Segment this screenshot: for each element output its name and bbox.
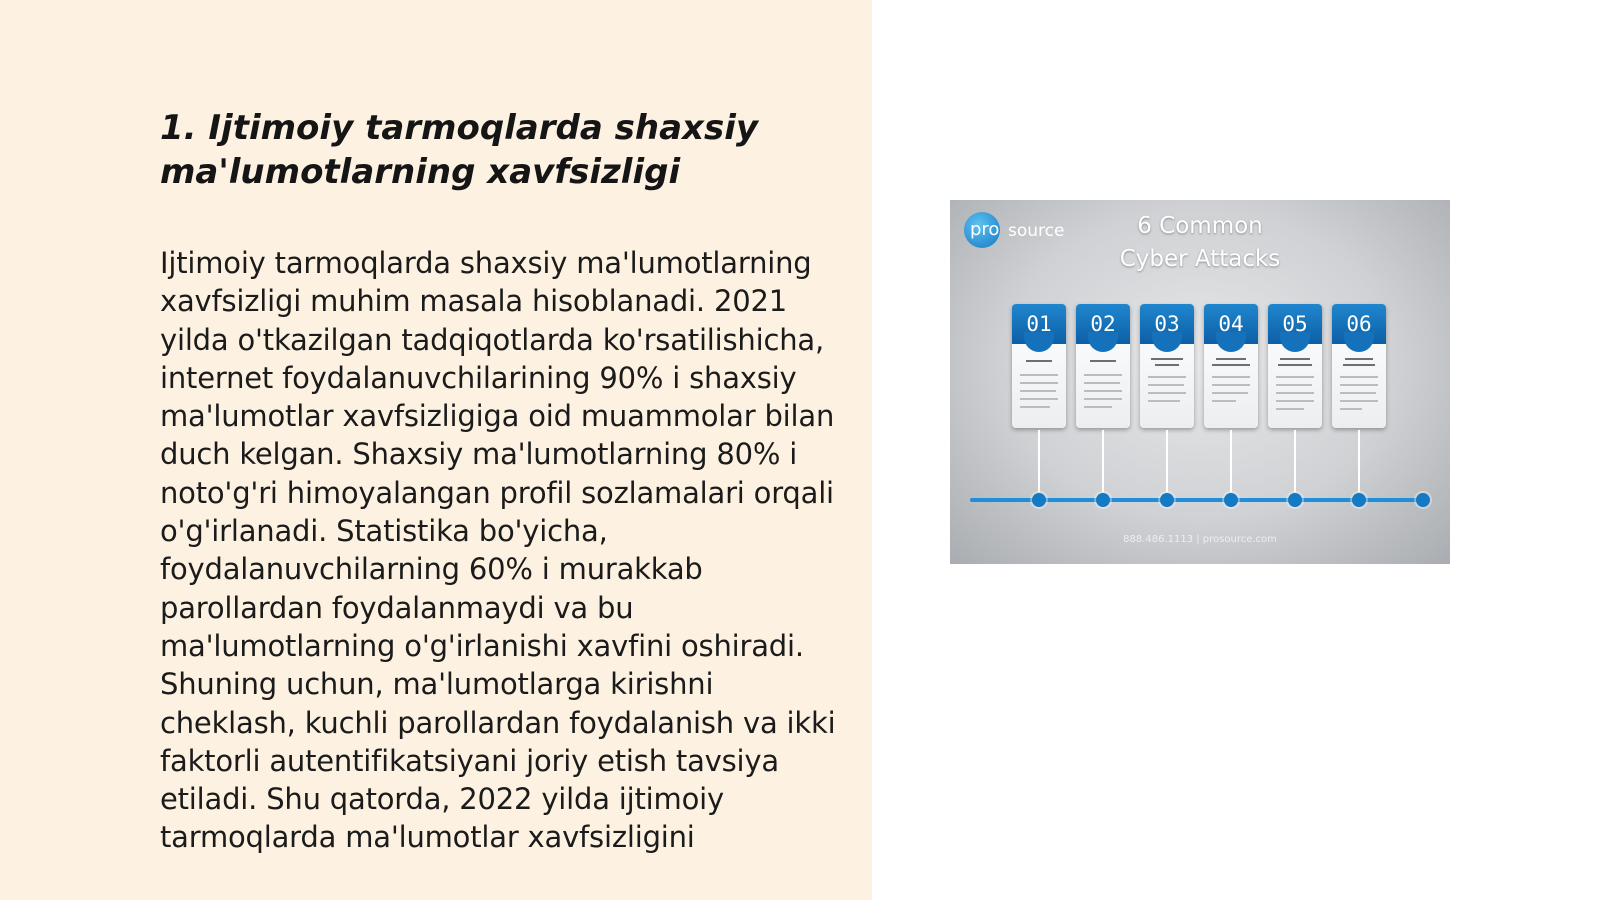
connector-line xyxy=(1294,430,1296,492)
connector-line xyxy=(1038,430,1040,492)
card-number: 04 xyxy=(1218,312,1244,336)
infographic-footer: 888.486.1113 | prosource.com xyxy=(1123,534,1277,545)
attack-card-01 xyxy=(1012,304,1066,428)
connector-line xyxy=(1230,430,1232,492)
timeline-node xyxy=(1160,493,1174,507)
card-number: 06 xyxy=(1346,312,1372,336)
attack-card-04 xyxy=(1204,304,1258,428)
attack-card-05 xyxy=(1268,304,1322,428)
infographic-title-line2: Cyber Attacks xyxy=(1119,246,1281,272)
connector-line xyxy=(1102,430,1104,492)
timeline-node xyxy=(1352,493,1366,507)
card-number: 02 xyxy=(1090,312,1116,336)
timeline-node xyxy=(1032,493,1046,507)
cyber-attacks-infographic xyxy=(950,200,1450,564)
connector-line xyxy=(1166,430,1168,492)
card-number: 01 xyxy=(1026,312,1052,336)
card-number: 05 xyxy=(1282,312,1308,336)
slide-title: 1. Ijtimoiy tarmoqlarda shaxsiy ma'lumotlarning xavfsizligi xyxy=(160,108,759,192)
infographic-title-line1: 6 Common xyxy=(1137,213,1263,239)
slide-body-text: Ijtimoiy tarmoqlarda shaxsiy ma'lumotlarning xavfsizligi muhim masala hisoblanadi. 2021 yilda o'tkazilgan tadqiqotlarda ko'rsatilishicha, internet foydalanuvchilarining 90% i shaxsiy ma'lumotlar xavfsizligiga oid muammolar bilan duch kelgan. Shaxsiy ma'lumotlarning 80% i noto'g'ri himoyalangan profil sozlamalari orqali o'g'irlanadi. Statistika bo'yicha, foydalanuvchilarning 60% i murakkab parollardan foydalanmaydi va bu ma'lumotlarning o'g'irlanishi xavfini oshiradi. Shuning uchun, ma'lumotlarga kirishni cheklash, kuchli parollardan foydalanish va ikki faktorli autentifikatsiyani joriy etish tavsiya etiladi. Shu qatorda, 2022 yilda ijtimoiy tarmoqlarda ma'lumotlar xavfsizligini xyxy=(160,246,836,855)
timeline-node xyxy=(1416,493,1430,507)
timeline-node xyxy=(1224,493,1238,507)
logo-suffix: source xyxy=(1008,221,1065,241)
attack-card-02 xyxy=(1076,304,1130,428)
prosource-logo xyxy=(964,212,1084,248)
infographic-title xyxy=(1110,210,1290,276)
attack-card-03 xyxy=(1140,304,1194,428)
card-number: 03 xyxy=(1154,312,1180,336)
timeline-node xyxy=(1288,493,1302,507)
timeline-node xyxy=(1096,493,1110,507)
attack-card-06 xyxy=(1332,304,1386,428)
connector-line xyxy=(1358,430,1360,492)
logo-prefix: pro xyxy=(970,219,1000,240)
